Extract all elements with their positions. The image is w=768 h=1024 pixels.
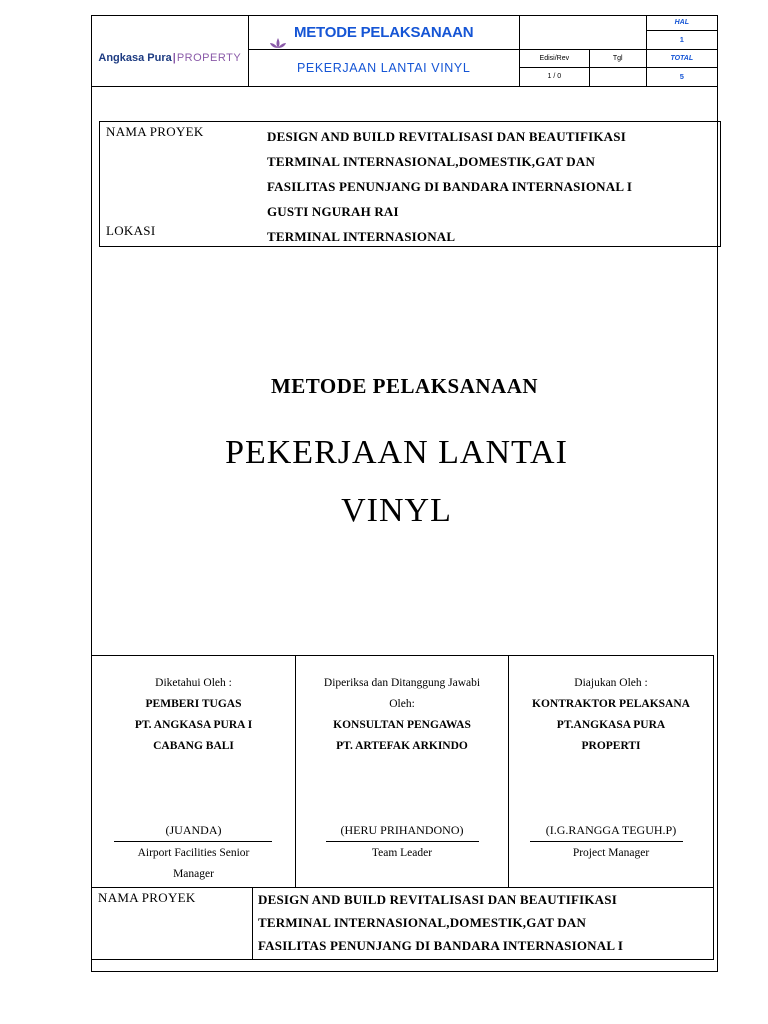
signatory-name: (JUANDA) xyxy=(165,823,222,837)
company-logo xyxy=(92,16,248,86)
project-name-line: GUSTI NGURAH RAI xyxy=(267,204,399,219)
tgl-label: Tgl xyxy=(590,50,646,68)
signature-org-line: PT. ANGKASA PURA I xyxy=(134,719,253,731)
role-line: Team Leader xyxy=(371,847,433,859)
role-line: Manager xyxy=(173,868,214,880)
hal-label: HAL xyxy=(647,16,717,31)
lotus-icon xyxy=(267,36,289,52)
signature-caption: Diperiksa dan Ditanggung Jawabi xyxy=(323,677,481,689)
signature-caption: Diajukan Oleh : xyxy=(574,677,648,689)
document-heading: METODE PELAKSANAAN xyxy=(270,374,539,398)
logo-property: PROPERTY xyxy=(176,52,242,64)
total-value: 5 xyxy=(679,72,684,81)
signature-table xyxy=(91,655,714,888)
signatory-role xyxy=(509,843,713,864)
footer-project-line: DESIGN AND BUILD REVITALISASI DAN BEAUTIFIKASI xyxy=(258,892,617,907)
signature-caption: Diketahui Oleh : xyxy=(155,677,232,689)
footer-divider xyxy=(252,888,253,959)
signature-org-line: PT. ARTEFAK ARKINDO xyxy=(336,740,468,752)
signatory-role xyxy=(92,843,295,885)
signature-rule xyxy=(114,841,272,842)
signature-column xyxy=(509,656,713,887)
signature-org-line: KONTRAKTOR PELAKSANA xyxy=(532,698,690,710)
project-name-value xyxy=(267,124,632,249)
signature-caption-2: Oleh: xyxy=(389,698,415,710)
footer-project-label: NAMA PROYEK xyxy=(98,890,196,905)
signature-rule xyxy=(530,841,683,842)
signature-org-line: PEMBERI TUGAS xyxy=(145,698,242,710)
footer-project-line: FASILITAS PENUNJANG DI BANDARA INTERNASIONAL I xyxy=(258,938,624,953)
hal-value: 1 xyxy=(679,35,684,44)
signature-org-line: KONSULTAN PENGAWAS xyxy=(333,719,471,731)
header-title: METODE PELAKSANAAN xyxy=(248,16,519,50)
signature-org-line: PROPERTI xyxy=(581,740,641,752)
signature-rule xyxy=(326,841,479,842)
project-info-box xyxy=(99,121,721,247)
role-line: Project Manager xyxy=(572,847,650,859)
project-name-line: DESIGN AND BUILD REVITALISASI DAN BEAUTIFIKASI xyxy=(267,129,626,144)
project-name-line: TERMINAL INTERNASIONAL,DOMESTIK,GAT DAN xyxy=(267,154,596,169)
footer-project-value xyxy=(258,888,623,957)
footer-project-line: TERMINAL INTERNASIONAL,DOMESTIK,GAT DAN xyxy=(258,915,587,930)
signature-org-line: PT.ANGKASA PURA xyxy=(556,719,666,731)
role-line: Airport Facilities Senior xyxy=(137,847,250,859)
signatory-name: (I.G.RANGGA TEGUH.P) xyxy=(545,823,677,837)
edisi-label: Edisi/Rev xyxy=(520,50,589,68)
signature-column xyxy=(92,656,296,887)
logo-separator: | xyxy=(172,52,176,64)
footer-project-box xyxy=(91,887,714,960)
signatory-name: (HERU PRIHANDONO) xyxy=(340,823,464,837)
document-title-line1: PEKERJAAN LANTAI xyxy=(225,434,568,471)
logo-cell xyxy=(92,16,249,87)
edisi-value: 1 / 0 xyxy=(547,73,562,80)
total-label: TOTAL xyxy=(647,50,717,68)
signature-org-line: CABANG BALI xyxy=(153,740,234,752)
project-location-label: LOKASI xyxy=(106,223,156,238)
project-name-label: NAMA PROYEK xyxy=(106,124,204,139)
header-subtitle: PEKERJAAN LANTAI VINYL xyxy=(248,50,519,87)
logo-brand: Angkasa Pura xyxy=(98,52,172,64)
signature-column xyxy=(296,656,509,887)
document-header xyxy=(91,15,718,87)
project-location-value: TERMINAL INTERNASIONAL xyxy=(267,229,456,244)
project-name-line: FASILITAS PENUNJANG DI BANDARA INTERNASIONAL I xyxy=(267,179,633,194)
signatory-role xyxy=(296,843,508,864)
document-title-line2: VINYL xyxy=(341,492,452,529)
